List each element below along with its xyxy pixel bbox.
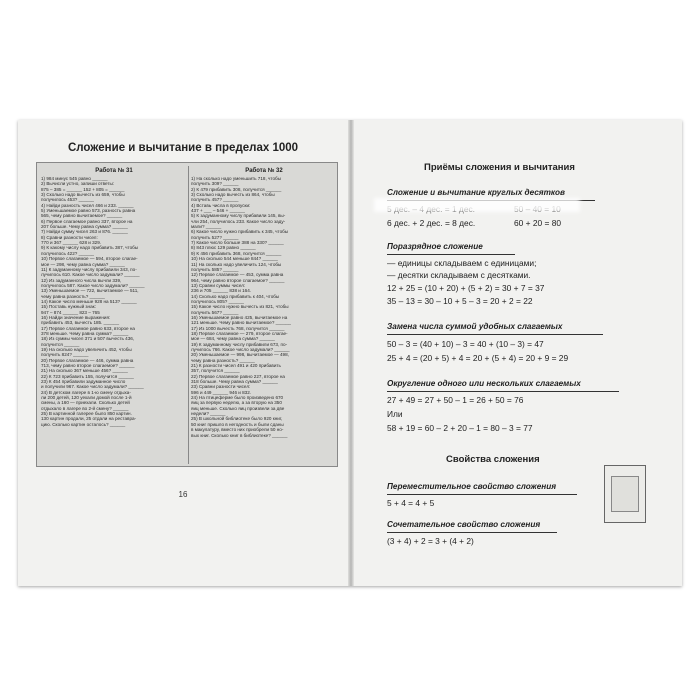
work-32-heading: Работа № 32 [245,168,283,174]
work-32-items [191,176,337,438]
replace-sum-underline [387,334,603,335]
right-page [354,120,682,586]
work-32-item: яиц меньше. Сколько яиц произвели за две [191,405,285,411]
work-32-item: лучилось 766. Какое число задумали? ______ [191,347,290,352]
work-31-item: 12) Из задуманного числа вычли 339, [41,277,122,283]
page-number: 16 [178,490,188,499]
work-31-item: 9) К какому числу надо прибавить 387, чтобы [41,245,139,251]
work-32-item: получить 567? ______ [191,309,239,315]
work-32-item: получить 309? ______ [191,181,239,187]
work-32-item: 3) Сколько надо вычесть из 864, чтобы [191,192,275,198]
work-31-item: лучилось 610. Какое число задумали? ______ [41,272,140,278]
exercises-box [36,162,338,467]
work-32-item: 22) Первое слагаемое равно 227, второе на [191,373,285,379]
place-value-line-3: 12 + 25 = (10 + 20) + (5 + 2) = 30 + 7 = 37 [387,283,545,293]
place-value-line-2: — десятки складываем с десятками. [387,270,531,280]
work-31-item: получилось 453? ______ [41,197,94,203]
place-value-heading: Поразрядное сложение [387,242,483,251]
work-31-item: 13) Уменьшаемое — 722, вычитаемое — 511, [41,288,139,294]
work-31-item: 565, чему равно вычитаемое? ______ [41,213,123,219]
work-32-item: чли 254, получилось 233. Какое число заду- [191,218,286,224]
work-32-item: получить 457? ______ [191,197,239,203]
rounding-line-1: 27 + 49 = 27 + 50 – 1 = 26 + 50 = 76 [387,395,524,405]
commutative-heading: Переместительное свойство сложения [387,482,557,491]
work-32-item: 437 + ___ – 546 + ______ [191,208,245,214]
rounding-underline [387,391,619,392]
work-31-item: 130 картин продали, 25 отдали на реставра- [41,416,137,422]
round-tens-heading: Сложение и вычитание круглых десятков [387,188,565,197]
rounding-heading: Округление одного или нескольких слагаемых [387,379,581,388]
replace-sum-line-1: 50 – 3 = (40 + 10) – 3 = 40 + (10 – 3) = 47 [387,339,544,349]
work-31-item: 3) Сколько надо вычесть из 659, чтобы [41,192,125,198]
work-31-item: 10) Первое слагаемое — 594, второе слагае- [41,256,138,262]
work-31-item: 23) К 454 прибавили задуманное число [41,379,126,385]
work-32-item: 964, чему равно второе слагаемое? ______ [191,277,285,283]
work-32-item: 4) Вставь числа в пропуски: [191,202,251,208]
work-31-item: и получили 967. Какое число задумали? ______ [41,384,144,390]
work-31-item: 21) На сколько 367 меньше 456? ______ [41,368,128,374]
work-31-item: 16) Найди значение выражения: [41,314,111,320]
work-31-item: 5) Уменьшаемое равно 573, разность равна [41,208,136,214]
work-32-item: 25) В школьной библиотеке было 920 книг, [191,416,283,422]
work-32-item: 50 книг пришло в негодность и были сданы [191,421,284,427]
associative-underline [387,532,557,533]
work-32-item: 236 и 705 ______ 838 и 164. [191,288,252,294]
work-31-item: смены, а 160 — приехали. Сколько детей [41,400,130,406]
work-32-item: яиц за первую неделю, а за вторую на 350 [191,400,282,406]
place-value-line-4: 35 – 13 = 30 – 10 + 5 – 3 = 20 + 2 = 22 [387,296,533,306]
work-32-item: чему равна разность? ______ [191,357,255,363]
work-31-item: 17) Первое слагаемое равно 633, второе на [41,325,135,331]
work-31-item: отдыхало в лагере во 2-й смену? ______ [41,405,129,411]
work-32-item: 121 меньше. Чему равно вычитаемое? ______ [191,320,291,326]
work-32-item: 19) К задуманному числу прибавили 673, по- [191,341,288,347]
work-31-item: 6) Первое слагаемое равно 337, второе на [41,218,133,224]
work-31-item: 713, чему равно второе слагаемое? ______ [41,363,135,369]
decorative-frame [604,465,646,523]
round-tens-line-2b: 60 + 20 = 80 [514,218,562,228]
associative-line: (3 + 4) + 2 = 3 + (4 + 2) [387,536,474,546]
work-32-item: 357, получится ______ [191,368,240,374]
work-31-item: прибавить 453, вычесть 185. ______ [41,320,119,326]
work-32-item: 24) На птицеферме было произведено 670 [191,395,284,401]
properties-title: Свойства сложения [446,454,540,465]
work-32-item: 318 больше. Чему равна сумма? ______ [191,379,278,385]
commutative-underline [387,494,577,495]
work-31-item: 15) Поставь нужный знак: [41,304,96,310]
work-31-item: 11) К задуманному числу прибавили 343, по- [41,266,137,272]
work-31-item: получить 824? ______ [41,352,89,358]
work-32-item: 18) Первое слагаемое — 279, второе слагае- [191,330,288,336]
work-31-item: 4) Найди разность чисел 466 и 233. ______ [41,202,134,208]
work-31-item: 770 и 367 ______ 628 и 329. [41,240,102,246]
work-31-column [41,167,187,427]
rounding-line-2: Или [387,409,403,419]
work-31-item: 8) Сравни разности чисел: [41,234,98,240]
work-32-item: 1) На сколько надо уменьшить 718, чтобы [191,176,281,181]
work-32-item: 2) К 479 прибавить 308, получится ______ [191,186,282,192]
replace-sum-line-2: 25 + 4 = (20 + 5) + 4 = 20 + (5 + 4) = 20 + 9 = 29 [387,353,569,363]
work-31-items [41,176,187,427]
work-32-item: 23) Сравни разности чисел: [191,384,251,390]
work-32-item: вых книг. Сколько книг в библиотеке? ______ [191,432,288,438]
work-31-heading: Работа № 31 [95,168,133,174]
replace-sum-heading: Замена числа суммой удобных слагаемых [387,322,563,331]
rounding-line-3: 58 + 19 = 60 – 2 + 20 – 1 = 80 – 3 = 77 [387,423,533,433]
work-31-item: 2) Вычисли устно, запиши ответы: [41,181,115,187]
work-32-item: получилось 805? ______ [191,298,244,304]
work-32-item: 7) Какое число больше 388 на 330? ______ [191,240,284,246]
work-31-item: чему равна разность? ______ [41,293,105,299]
work-31-item: 378 меньше. Чему равна сумма? ______ [41,330,129,336]
commutative-line: 5 + 4 = 4 + 5 [387,498,435,508]
work-32-item: 10) На сколько 544 меньше 844? ______ [191,256,278,262]
work-32-item: 11) На сколько надо увеличить 124, чтобы [191,261,282,267]
work-32-item: 8) 843 плюс 129 равно ______ [191,245,256,251]
techniques-title: Приёмы сложения и вычитания [424,162,575,173]
work-32-item: 13) Сравни суммы чисел: [191,282,246,288]
left-page-title: Сложение и вычитание в пределах 1000 [67,142,299,154]
work-32-item: 15) Какое число нужно вычесть из 821, чтобы [191,304,289,310]
place-value-underline [387,254,515,255]
work-32-item: получить 585? ______ [191,266,239,272]
open-workbook [18,120,682,586]
round-tens-line-2a: 6 дес. + 2 дес. = 8 дес. [387,218,476,228]
column-divider [188,166,189,464]
work-31-item: 20) Первое слагаемое — 446, сумма равна [41,357,134,363]
work-31-item: 19) На сколько надо увеличить 452, чтобы [41,347,132,352]
work-32-item: мое — 684, чему равна сумма? ______ [191,336,275,342]
work-32-item: 5) К задуманному числу прибавили 145, вы- [191,213,286,219]
work-32-item: 17) Из 1000 вычесть 768, получится ______ [191,325,285,331]
work-32-item: 21) К разности чисел 491 и 420 прибавить [191,363,281,369]
work-32-item: 12) Первое слагаемое — 453, сумма равна [191,272,284,278]
work-31-item: мое — 298, чему равна сумма? ______ [41,261,125,267]
work-31-item: получилось 422? ______ [41,250,94,256]
light-glare [374,198,580,212]
work-32-column [191,167,337,438]
work-31-item: получится ______ [41,341,80,347]
work-31-item: 207 больше. Чему равна сумма? ______ [41,224,128,230]
work-32-item: 9) К 456 прибавить 368, получится ______ [191,250,282,256]
work-31-item: 25) В картинной галерее было 850 картин. [41,411,132,417]
work-31-item: 18) Из суммы чисел 371 и 507 вычесть 436, [41,336,135,342]
work-31-item: 947 – 874 ______ 823 – 765 [41,309,100,315]
work-31-item: 7) Найди сумму чисел 263 и 876. ______ [41,229,128,235]
work-32-item: мали? ______ [191,224,222,230]
work-31-item: 14) Какое число меньше 928 на 513? ______ [41,298,137,304]
work-32-item: 14) Сколько надо прибавить к 404, чтобы [191,293,280,299]
work-32-item: получить 527? ______ [191,234,239,240]
work-31-item: 24) В детском лагере в 1-ю смену отдыха- [41,389,131,395]
work-32-item: недели? ______ [191,411,226,417]
left-page [18,120,348,586]
work-31-item: 875 – 385 = ______ 152 + 805 = ______ [41,186,125,192]
work-31-item: цию. Сколько картин осталось? ______ [41,421,126,427]
work-31-item: 1) 984 минус 545 равно ______ [41,176,108,181]
work-32-item: 6) Какое число нужно прибавить к 345, чтобы [191,229,289,235]
work-32-item: в макулатуру, вместо них приобрели 50 но- [191,427,284,433]
work-31-item: получилось 587. Какое число задумали? ______ [41,282,145,288]
work-32-item: 20) Уменьшаемое — 998, вычитаемое — 498, [191,352,289,358]
work-32-item: 16) Уменьшаемое равно 425, вычитаемое на [191,314,288,320]
work-31-item: 22) К 723 прибавить 155, получится ______ [41,373,134,379]
place-value-line-1: — единицы складываем с единицами; [387,258,537,268]
work-32-item: 596 и 449 ______ 946 и 832. [191,389,252,395]
work-31-item: ли 200 детей, 120 уехали домой после 1-й [41,395,132,401]
associative-heading: Сочетательное свойство сложения [387,520,541,529]
